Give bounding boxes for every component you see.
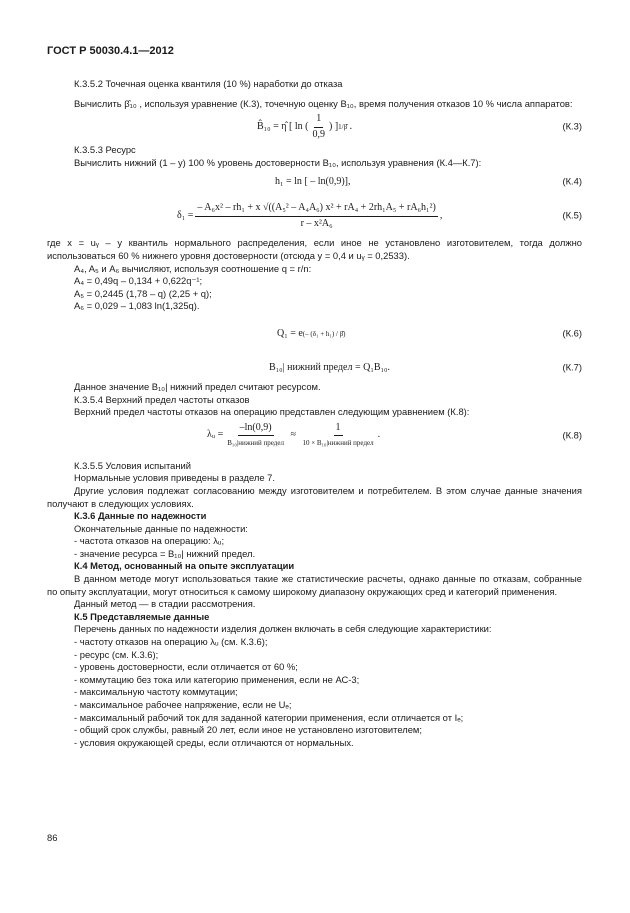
formula-k7-text: B₁₀| нижний предел = Q₁B₁₀.: [269, 361, 390, 373]
formula-k6-exp: (– (δ₁ + h₁) / β̂): [302, 329, 346, 338]
formula-k8-num2: 1: [334, 422, 343, 437]
formula-k8-lhs: λᵤ =: [207, 429, 224, 441]
section-k353-title: К.3.5.3 Ресурс: [74, 144, 136, 156]
formula-k4: [47, 169, 582, 195]
section-k5-title: К.5 Представляемые данные: [74, 610, 210, 622]
section-k4-line2: Данный метод — в стадии рассмотрения.: [74, 598, 256, 610]
formula-k8: [47, 419, 582, 453]
a5-formula: A₅ = 0,2445 (1,78 – q) (2,25 + q);: [74, 287, 212, 299]
formula-k3-lhs: B̂₁₀ = η̂: [257, 120, 287, 132]
formula-k8-eq: ≈: [290, 429, 296, 441]
list-item: - коммутацию без тока или категорию применения, если не АС-3;: [74, 673, 360, 685]
a6-formula: A₆ = 0,029 – 1,083 ln(1,325q).: [74, 300, 200, 312]
section-k4-title: К.4 Метод, основанный на опыте эксплуатации: [74, 560, 295, 572]
list-item: - ресурс (см. К.3.6);: [74, 648, 159, 660]
document-body: [47, 78, 582, 749]
section-k4-line1: В данном методе могут использоваться такие же статистические расчеты, однако данные по отказам, собранные по опыту эксплуатации, могут относиться к самому широкому диапазону окружающих сред и категорий применения.: [47, 573, 582, 597]
formula-k7-label: (К.7): [562, 361, 582, 373]
a-coefficients-text: A₄, A₅ и A₆ вычисляют, используя соотношение q = r/n:: [74, 262, 312, 274]
section-k353-text: Вычислить нижний (1 – y) 100 % уровень достоверности B₁₀, используя уравнения (К.4—К.7):: [74, 156, 482, 168]
section-k354-title: К.3.5.4 Верхний предел частоты отказов: [74, 393, 250, 405]
where-text: где x = uᵧ – y квантиль нормального распределения, если иное не установлено изготовителем, тогда должно использоваться 60 % нижнего уровня достоверности (отсюда y = 0,4 и uᵧ = 0,2533).: [47, 237, 582, 261]
formula-k5-tail: ,: [439, 210, 443, 222]
formula-k7: [47, 355, 582, 381]
formula-k6: [47, 313, 582, 355]
section-k355-line1: Нормальные условия приведены в разделе 7.: [74, 472, 275, 484]
formula-k5-label: (К.5): [562, 210, 582, 222]
formula-k8-den2: 10 × B₁₀|нижний предел: [302, 439, 374, 448]
formula-k3-den: 0,9: [312, 128, 325, 140]
list-item: - частоту отказов на операцию λᵤ (см. К.3.6);: [74, 636, 268, 648]
formula-k5: [47, 195, 582, 237]
page-number: 86: [47, 832, 58, 843]
formula-k3-exp: 1/β̂: [338, 122, 348, 131]
list-item: - максимальный рабочий ток для заданной категории применения, если отличается от Iₑ;: [74, 711, 464, 723]
document-header: ГОСТ Р 50030.4.1—2012: [47, 45, 174, 57]
formula-k5-lhs: δ₁ =: [177, 210, 194, 222]
formula-k4-text: h₁ = ln [ – ln(0,9)],: [275, 176, 351, 188]
list-item: - максимальное рабочее напряжение, если не Uₑ;: [74, 699, 292, 710]
formula-k4-label: (К.4): [562, 176, 582, 188]
section-k36-line3: - значение ресурса = B₁₀| нижний предел.: [74, 547, 256, 559]
formula-k3-label: (К.3): [562, 120, 582, 132]
section-k36-title: К.3.6 Данные по надежности: [74, 510, 207, 522]
list-item: - максимальную частоту коммутации;: [74, 686, 238, 698]
section-k354-text: Верхний предел частоты отказов на операцию представлен следующим уравнением (К.8):: [74, 406, 470, 418]
list-item: - уровень достоверности, если отличается от 60 %;: [74, 661, 298, 673]
section-k36-line1: Окончательные данные по надежности:: [74, 522, 248, 534]
formula-k5-den: r – x²A₆: [300, 217, 333, 229]
list-item: - общий срок службы, равный 20 лет, если иное не установлено изготовителем;: [74, 724, 422, 736]
section-k352-title: К.3.5.2 Точечная оценка квантиля (10 %) наработки до отказа: [74, 78, 343, 89]
formula-k3-num: 1: [314, 113, 323, 128]
formula-k8-den1: B₁₀|нижний предел: [227, 439, 284, 448]
resource-text: Данное значение B₁₀| нижний предел считают ресурсом.: [74, 380, 321, 392]
formula-k8-label: (К.8): [562, 429, 582, 441]
section-k352-text: Вычислить β̂₁₀ , используя уравнение (К.3), точечную оценку B₁₀, время получения отказов 10 % числа аппаратов:: [74, 97, 573, 109]
a4-formula: A₄ = 0,49q – 0,134 + 0,622q⁻¹;: [74, 275, 203, 287]
formula-k3: B̂₁₀ = η̂ [ ln ( $\frac{1}{0,9}$ ) ] 1/β̂ . (К.3): [257, 113, 582, 140]
section-k355-line2: Другие условия подлежат согласованию между изготовителем и потребителем. В этом случае данные значения получают в следующих условиях.: [47, 484, 582, 509]
section-k36-line2: - частота отказов на операцию: λᵤ;: [74, 535, 225, 547]
formula-k6-label: (К.6): [562, 327, 582, 339]
formula-k8-tail: .: [377, 429, 381, 441]
formula-k6-lhs: Q₁ = e: [277, 327, 303, 339]
section-k355-title: К.3.5.5 Условия испытаний: [74, 459, 192, 471]
formula-k3-ln: ln: [294, 120, 303, 132]
formula-k8-num1: –ln(0,9): [238, 422, 274, 437]
list-item: - условия окружающей среды, если отличаются от нормальных.: [74, 736, 354, 748]
section-k5-intro: Перечень данных по надежности изделия должен включать в себя следующие характеристики:: [74, 623, 492, 635]
formula-k5-num: – A₆x² – rh₁ + x √((A₅² – A₄A₆) x² + rA₄ + 2rh₁A₅ + rA₆h₁²): [195, 202, 438, 217]
